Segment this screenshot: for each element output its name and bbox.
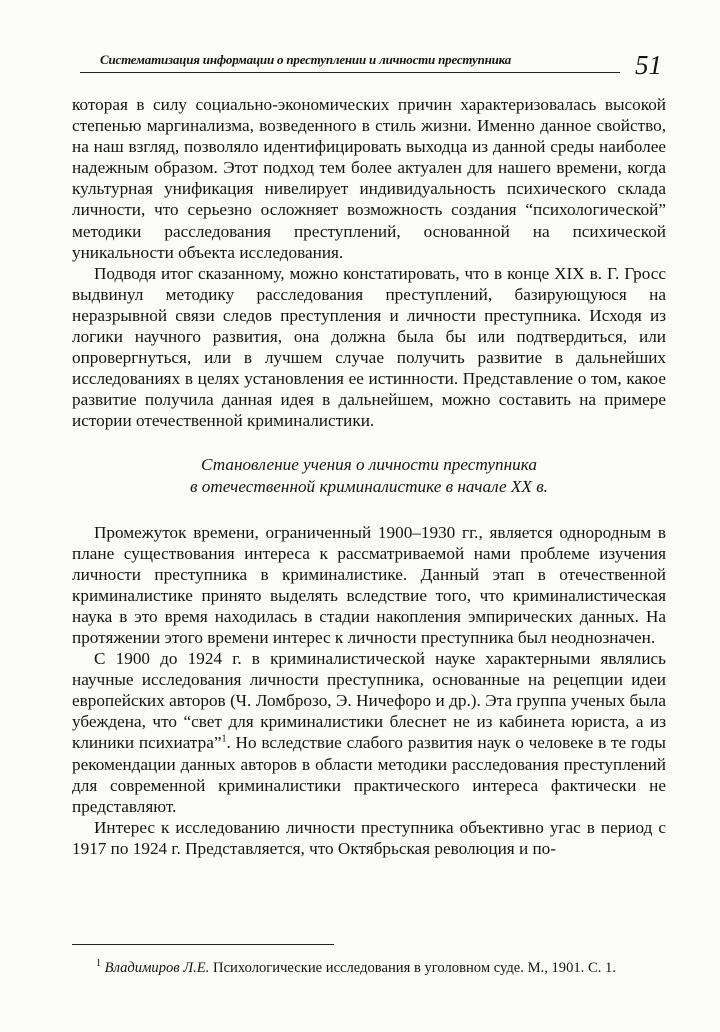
paragraph-4 — [72, 648, 666, 817]
paragraph-3: Промежуток времени, ограниченный 1900–1930 гг., является однородным в плане существования интереса к рассматриваемой нами проблеме изучения личности преступника в криминалистике. Данный этап в отечественной криминалистике принято выделять вследствие того, что криминалистическая наука в это время находилась в стадии накопления эмпирических данных. На протяжении этого времени интерес к личности преступника был неоднозначен. — [72, 522, 666, 647]
footnote-text: Психологические исследования в уголовном суде. М., 1901. С. 1. — [209, 960, 616, 976]
paragraph-4-tail: . Но вследствие слабого развития наук о человеке в те годы рекомендации данных авторов в области методики расследования преступлений для современной криминалистики практического интереса фактически не представляют. — [72, 733, 666, 816]
page-number: 51 — [635, 50, 662, 80]
running-title: Систематизация информации о преступлении и личности преступника — [100, 52, 512, 67]
paragraph-4-text: С 1900 до 1924 г. в криминалистической науке характерными являлись научные исследования личности преступника, основанные на рецепции идеи европейских авторов (Ч. Ломброзо, Э. Ничефоро и др.). Эта группа ученых была убеждена, что “свет для криминалистики блеснет не из кабинета юриста, а из клиники психиатра” — [72, 649, 666, 753]
footnote-number: 1 — [96, 958, 101, 970]
footnote — [96, 959, 686, 977]
footnote-ref: 1 — [221, 733, 227, 745]
footnote-author: Владимиров Л.Е. — [104, 960, 210, 976]
body-text — [72, 94, 666, 859]
footnote-rule — [72, 944, 334, 945]
section-heading — [72, 454, 666, 498]
header-rule — [80, 72, 620, 73]
section-heading-line-2: в отечественной криминалистике в начале XX в. — [190, 476, 548, 496]
paragraph-2: Подводя итог сказанному, можно констатировать, что в конце XIX в. Г. Гросс выдвинул методику расследования преступлений, базирующуюся на неразрывной связи следов преступления и личности преступника. Исходя из логики научного развития, она должна была бы или подтвердиться, или опровергнуться, или в лучшем случае получить развитие в дальнейших исследованиях в целях установления ее истинности. Представление о том, какое развитие получила данная идея в дальнейшем, можно составить на примере истории отечественной криминалистики. — [72, 263, 666, 431]
section-heading-line-1: Становление учения о личности преступника — [201, 454, 537, 474]
paragraph-5: Интерес к исследованию личности преступника объективно угас в период с 1917 по 1924 г. Представляется, что Октябрьская революция и по- — [72, 817, 666, 858]
running-header — [70, 48, 666, 82]
paragraph-1: которая в силу социально-экономических причин характеризовалась высокой степенью маргинализма, возведенного в стиль жизни. Именно данное свойство, на наш взгляд, позволяло идентифицировать выходца из данной среды наиболее надежным образом. Этот подход тем более актуален для нашего времени, когда культурная унификация нивелирует индивидуальность психического склада личности, что серьезно осложняет возможность создания “психологической” методики расследования преступлений, основанной на психической уникальности объекта исследования. — [72, 95, 666, 262]
